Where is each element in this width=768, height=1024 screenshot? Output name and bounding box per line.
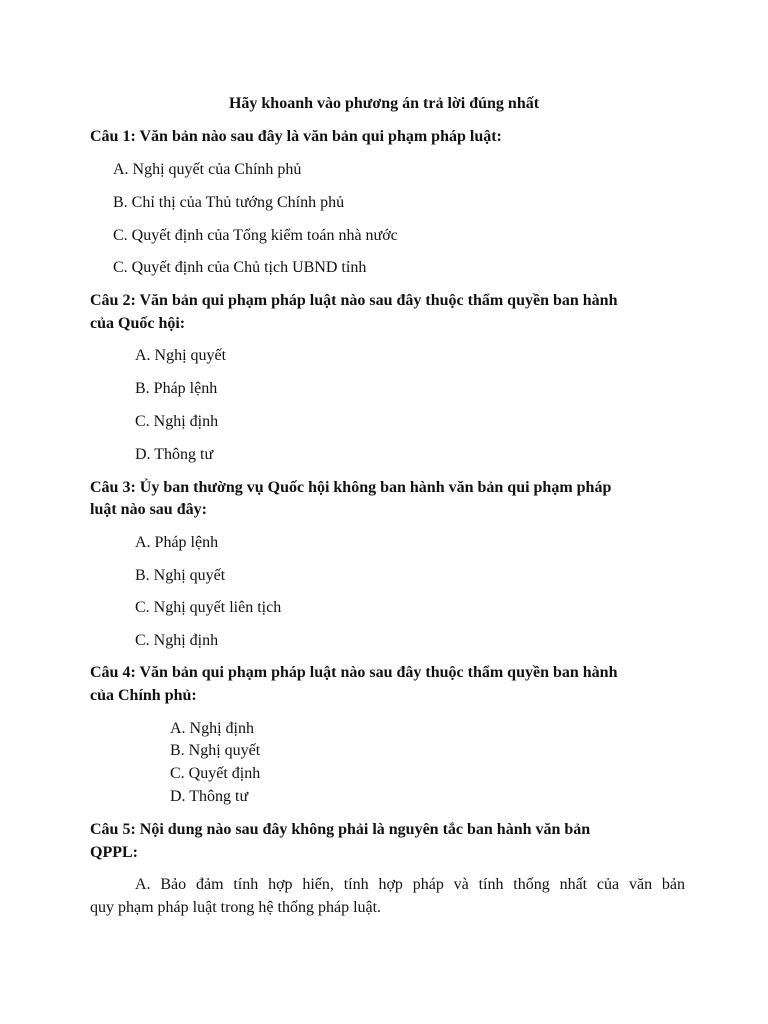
question-text: Câu 2: Văn bản qui phạm pháp luật nào sau đây thuộc thẩm quyền ban hành	[90, 292, 618, 309]
answer-option: A. Nghị quyết của Chính phủ	[113, 161, 302, 178]
question-text-continued: luật nào sau đây:	[90, 501, 207, 518]
answer-option: A. Pháp lệnh	[135, 534, 219, 551]
page-title: Hãy khoanh vào phương án trả lời đúng nhất	[228, 95, 540, 112]
answer-option: C. Nghị định	[135, 632, 219, 649]
answer-option: B. Pháp lệnh	[135, 380, 218, 397]
answer-option: B. Chỉ thị của Thủ tướng Chính phủ	[113, 194, 345, 211]
answer-option: D. Thông tư	[135, 446, 214, 463]
question-text-continued: QPPL:	[90, 844, 138, 861]
answer-option: B. Nghị quyết	[170, 742, 261, 759]
answer-option: C. Nghị định	[135, 413, 219, 430]
question-text-continued: của Chính phủ:	[90, 687, 197, 704]
answer-option: A. Nghị quyết	[135, 347, 227, 364]
answer-option: C. Quyết định của Tổng kiểm toán nhà nước	[113, 227, 398, 244]
answer-option: A. Bảo đảm tính hợp hiến, tính hợp pháp và tính thống nhất của văn bản	[135, 876, 685, 893]
answer-option: C. Quyết định của Chủ tịch UBND tỉnh	[113, 259, 367, 276]
answer-option: A. Nghị định	[170, 720, 254, 737]
answer-option: C. Quyết định	[170, 765, 261, 782]
answer-option-continued: quy phạm pháp luật trong hệ thống pháp luật.	[90, 899, 382, 916]
question-text: Câu 4: Văn bản qui phạm pháp luật nào sau đây thuộc thẩm quyền ban hành	[90, 664, 618, 681]
question-text: Câu 1: Văn bản nào sau đây là văn bản qui phạm pháp luật:	[90, 128, 502, 145]
answer-option: B. Nghị quyết	[135, 567, 226, 584]
question-text: Câu 5: Nội dung nào sau đây không phải là nguyên tắc ban hành văn bản	[90, 821, 591, 838]
answer-option: C. Nghị quyết liên tịch	[135, 599, 282, 616]
question-text-continued: của Quốc hội:	[90, 315, 186, 332]
answer-option: D. Thông tư	[170, 788, 249, 805]
question-text: Câu 3: Ủy ban thường vụ Quốc hội không ban hành văn bản qui phạm pháp	[90, 479, 612, 496]
